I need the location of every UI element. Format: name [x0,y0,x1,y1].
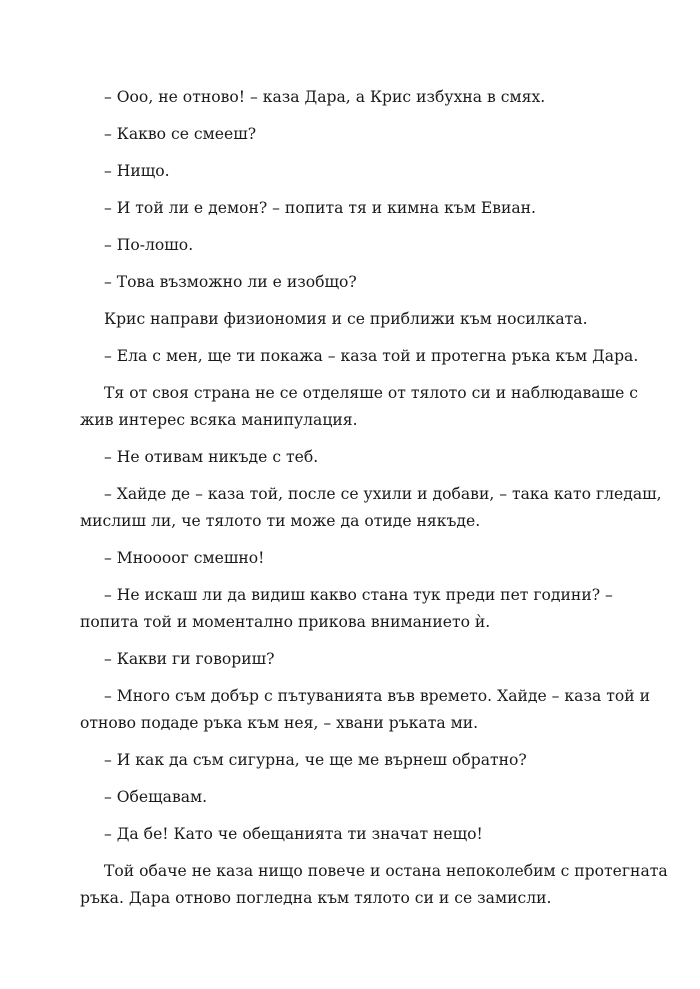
text-line: – Мноооог смешно! [104,549,265,567]
text-line: мислиш ли, че тялото ти може да отиде някъде. [80,512,481,530]
paragraph [104,444,604,471]
paragraph [104,343,639,370]
paragraph [104,784,604,811]
text-line: жив интерес всяка манипулация. [80,411,358,429]
text-line: – Какво се смееш? [104,125,257,143]
text-line: отново подаде ръка към нея, – хвани ръката ми. [80,714,479,732]
text-line: – Обещавам. [104,788,208,806]
paragraph [80,380,639,434]
paragraph [104,121,604,148]
text-line: – И как да съм сигурна, че ще ме върнеш обратно? [104,751,527,769]
paragraph [104,269,604,296]
paragraph [104,84,604,111]
paragraph [104,545,604,572]
paragraph [104,821,604,848]
paragraph [104,646,604,673]
text-line: – Ооо, не отново! – каза Дара, а Крис избухна в смях. [104,88,546,106]
text-line: – Да бе! Като че обещанията ти значат нещо! [104,825,483,843]
text-line: – Не отивам никъде с теб. [104,448,319,466]
paragraph [104,232,604,259]
text-line: ръка. Дара отново погледна към тялото си и се замисли. [80,889,552,907]
paragraph [80,858,668,912]
paragraph [104,158,604,185]
text-line: – Нищо. [104,162,170,180]
text-line: – Това възможно ли е изобщо? [104,273,357,291]
text-line: попита той и моментално прикова вниманието ѝ. [80,613,491,631]
book-page [80,84,668,922]
paragraph [80,683,650,737]
text-line: Тя от своя страна не се отделяше от тялото си и наблюдаваше с [104,384,639,402]
paragraph [104,747,604,774]
text-line: – Ела с мен, ще ти покажа – каза той и протегна ръка към Дара. [104,347,639,365]
text-line: – Много съм добър с пътуванията във времето. Хайде – каза той и [104,687,650,705]
text-line: – По-лошо. [104,236,194,254]
text-line: – Какви ги говориш? [104,650,275,668]
text-line: – Не искаш ли да видиш какво стана тук преди пет години? – [104,586,613,604]
text-line: – И той ли е демон? – попита тя и кимна към Евиан. [104,199,537,217]
text-line: Крис направи физиономия и се приближи към носилката. [104,310,588,328]
paragraph [80,582,613,636]
text-line: Той обаче не каза нищо повече и остана непоколебим с протегната [104,862,668,880]
paragraph [104,306,604,333]
paragraph [80,481,662,535]
paragraph [104,195,604,222]
text-line: – Хайде де – каза той, после се ухили и добави, – така като гледаш, [104,485,662,503]
